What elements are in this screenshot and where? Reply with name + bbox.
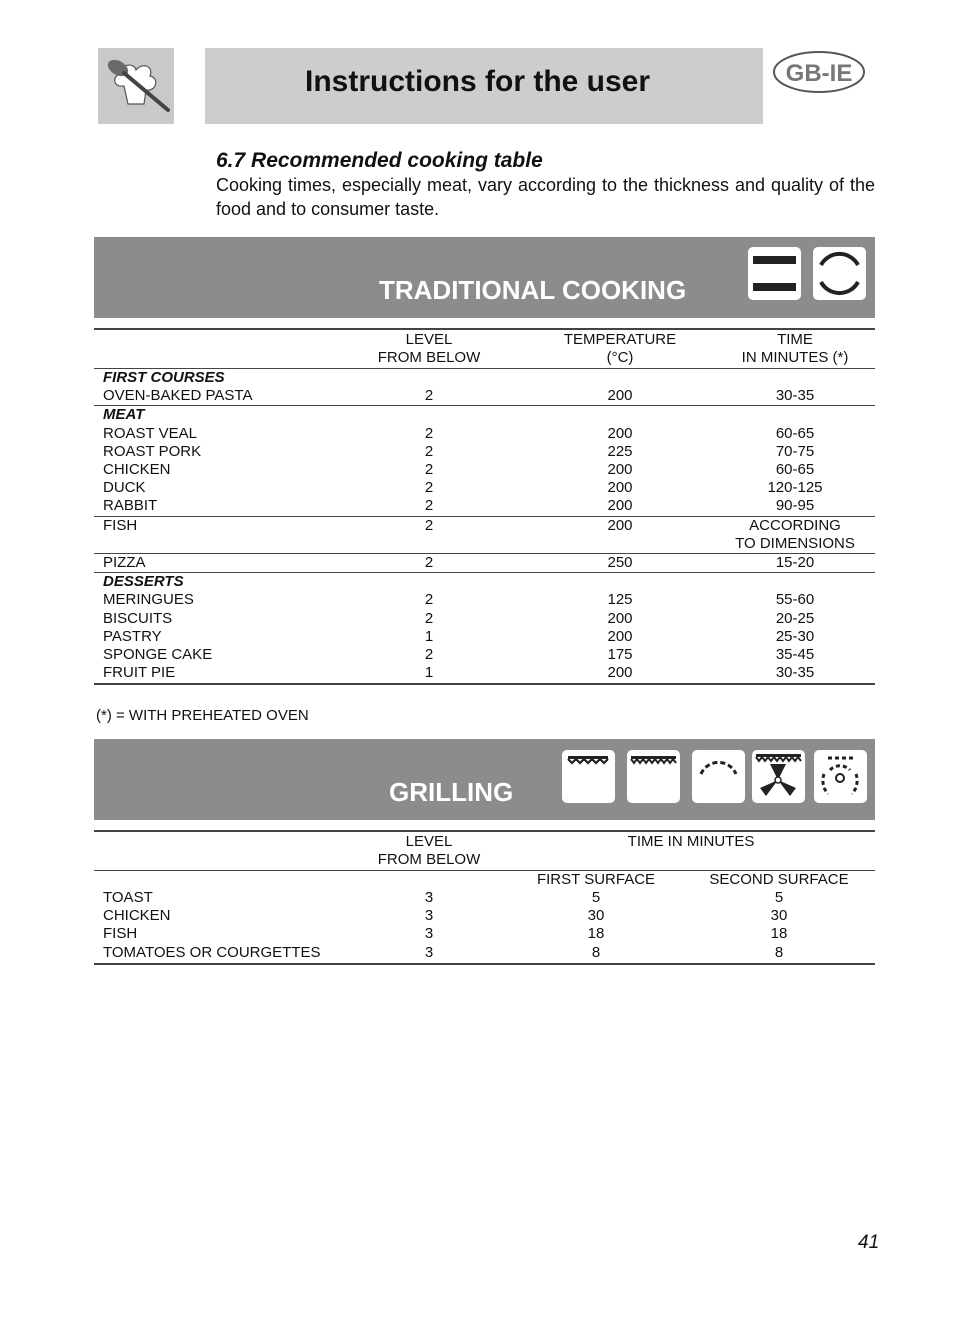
category-label: MEAT xyxy=(103,406,145,424)
defrost-fan-icon xyxy=(814,750,867,803)
time-cell: 30-35 xyxy=(775,387,815,405)
traditional-cooking-title: TRADITIONAL COOKING xyxy=(379,275,687,305)
food-cell: ROAST PORK xyxy=(103,442,202,460)
temperature-cell: 200 xyxy=(607,609,633,627)
top-bottom-heating-icon xyxy=(748,247,801,300)
section-title: 6.7 Recommended cooking table xyxy=(216,149,543,172)
language-code: GB-IE xyxy=(785,60,853,87)
time-cell: 90-95 xyxy=(775,497,815,515)
food-cell: DUCK xyxy=(103,479,146,497)
group-divider xyxy=(94,572,875,573)
table-bottom-rule xyxy=(94,963,875,965)
level-cell: 3 xyxy=(424,907,434,925)
first-surface-cell: 18 xyxy=(587,925,605,943)
food-cell: FISH xyxy=(103,925,138,943)
group-divider xyxy=(94,405,875,406)
food-cell: RABBIT xyxy=(103,497,158,515)
level-cell: 2 xyxy=(424,424,434,442)
food-cell: TOMATOES OR COURGETTES xyxy=(103,943,321,961)
second-surface-cell: 18 xyxy=(770,925,788,943)
time-cell: 15-20 xyxy=(775,554,815,571)
grill-header-first-surface: FIRST SURFACE xyxy=(536,871,656,888)
traditional-cooking-table xyxy=(94,328,875,690)
temperature-cell: 200 xyxy=(607,627,633,645)
temperature-cell: 200 xyxy=(607,497,633,515)
food-cell: TOAST xyxy=(103,889,153,906)
time-cell: ACCORDING xyxy=(749,516,841,534)
second-surface-cell: 5 xyxy=(774,889,784,906)
header-temperature: TEMPERATURE (°C) xyxy=(563,331,677,366)
first-surface-cell: 5 xyxy=(591,889,601,906)
food-cell: SPONGE CAKE xyxy=(103,646,213,663)
temperature-cell: 200 xyxy=(607,461,633,478)
grill-large-icon xyxy=(627,750,680,803)
food-cell: MERINGUES xyxy=(103,591,194,609)
level-cell: 1 xyxy=(424,627,434,645)
food-cell: BISCUITS xyxy=(103,609,173,627)
time-cell: 25-30 xyxy=(775,627,815,645)
level-cell: 2 xyxy=(424,609,434,627)
grilling-banner xyxy=(94,739,875,820)
grill-header-level: LEVEL FROM BELOW xyxy=(377,833,481,868)
language-badge xyxy=(772,50,866,94)
temperature-cell: 175 xyxy=(607,646,633,663)
level-cell: 2 xyxy=(424,554,434,571)
level-cell: 2 xyxy=(424,516,434,534)
grill-small-icon xyxy=(562,750,615,803)
temperature-cell: 200 xyxy=(607,664,633,682)
temperature-cell: 125 xyxy=(607,591,633,609)
food-cell: ROAST VEAL xyxy=(103,424,197,442)
traditional-cooking-banner xyxy=(94,237,875,318)
second-surface-cell: 8 xyxy=(774,943,784,961)
level-cell: 3 xyxy=(424,925,434,943)
food-cell: FISH xyxy=(103,516,138,534)
temperature-cell: 200 xyxy=(607,479,633,497)
level-cell: 2 xyxy=(424,479,434,497)
time-cell: 35-45 xyxy=(775,646,815,663)
food-cell: PASTRY xyxy=(103,627,162,645)
grill-header-time: TIME IN MINUTES xyxy=(627,833,755,850)
logo-box xyxy=(98,48,174,124)
level-cell: 1 xyxy=(424,664,434,682)
temperature-cell: 200 xyxy=(607,516,633,534)
category-label: FIRST COURSES xyxy=(103,369,225,386)
group-divider xyxy=(94,553,875,554)
header-time: TIME IN MINUTES (*) xyxy=(741,331,849,366)
chef-hat-spoon-icon xyxy=(98,48,174,124)
level-cell: 2 xyxy=(424,461,434,478)
time-cell: 120-125 xyxy=(767,479,823,497)
grilling-title: GRILLING xyxy=(389,777,514,807)
level-cell: 3 xyxy=(424,889,434,906)
level-cell: 2 xyxy=(424,442,434,460)
level-cell: 2 xyxy=(424,387,434,405)
food-cell: PIZZA xyxy=(103,554,146,571)
time-cell: 55-60 xyxy=(775,591,815,609)
time-cell: 60-65 xyxy=(775,424,815,442)
first-surface-cell: 8 xyxy=(591,943,601,961)
food-cell: FRUIT PIE xyxy=(103,664,176,682)
temperature-cell: 200 xyxy=(607,424,633,442)
level-cell: 3 xyxy=(424,943,434,961)
footnote: (*) = WITH PREHEATED OVEN xyxy=(96,707,309,724)
time-cell: 60-65 xyxy=(775,461,815,478)
time-cell-continued: TO DIMENSIONS xyxy=(735,534,855,552)
level-cell: 2 xyxy=(424,646,434,663)
food-cell: CHICKEN xyxy=(103,907,171,925)
time-cell: 70-75 xyxy=(775,442,815,460)
grilling-table xyxy=(94,830,875,966)
title-bar xyxy=(205,48,763,124)
grill-circular-icon xyxy=(692,750,745,803)
temperature-cell: 225 xyxy=(607,442,633,460)
fan-grill-icon xyxy=(752,750,805,803)
category-label: DESSERTS xyxy=(103,573,184,591)
table-bottom-rule xyxy=(94,683,875,685)
page-number: 41 xyxy=(858,1232,880,1253)
intro-paragraph: Cooking times, especially meat, vary according to the thickness and quality of the food and to consumer taste. xyxy=(216,175,875,219)
second-surface-cell: 30 xyxy=(770,907,788,925)
food-cell: CHICKEN xyxy=(103,461,171,478)
temperature-cell: 250 xyxy=(607,554,633,571)
circular-heating-icon xyxy=(813,247,866,300)
time-cell: 30-35 xyxy=(775,664,815,682)
time-cell: 20-25 xyxy=(775,609,815,627)
page-title: Instructions for the user xyxy=(305,65,651,98)
level-cell: 2 xyxy=(424,591,434,609)
grill-header-second-surface: SECOND SURFACE xyxy=(709,871,849,888)
level-cell: 2 xyxy=(424,497,434,515)
first-surface-cell: 30 xyxy=(587,907,605,925)
food-cell: OVEN-BAKED PASTA xyxy=(103,387,253,405)
temperature-cell: 200 xyxy=(607,387,633,405)
header-level: LEVEL FROM BELOW xyxy=(377,331,481,366)
